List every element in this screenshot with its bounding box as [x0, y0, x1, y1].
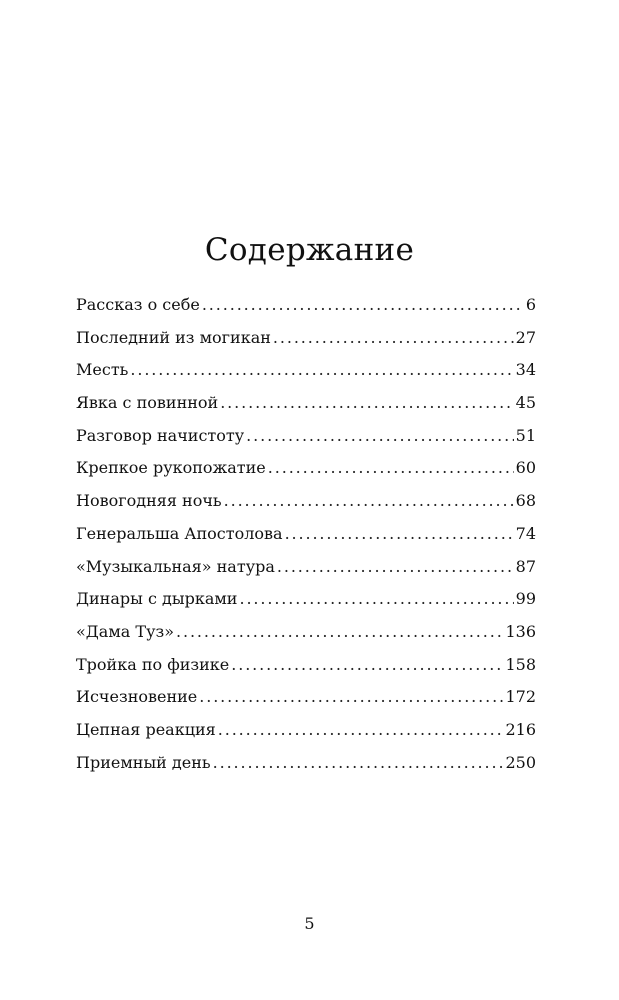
- toc-entry-page: 158: [505, 654, 536, 674]
- toc-leader-dots: [130, 354, 513, 387]
- toc-leader-dots: [218, 714, 504, 747]
- page-number: 5: [304, 914, 315, 933]
- toc-entry: [76, 289, 536, 322]
- toc-entry: [76, 322, 536, 355]
- toc-entry-title: Новогодняя ночь: [76, 491, 222, 511]
- toc-entry-page: 45: [515, 393, 536, 413]
- toc-entry-page: 74: [515, 523, 536, 543]
- toc-entry-title: Месть: [76, 360, 129, 380]
- toc-entry-title: Рассказ о себе: [76, 295, 200, 314]
- toc-leader-dots: [199, 681, 503, 714]
- toc-entry-title: Цепная реакция: [76, 719, 216, 739]
- toc-entry-title: Генеральша Апостолова: [76, 523, 283, 543]
- toc-entry-title: Динары с дырками: [76, 589, 238, 609]
- toc-entry: [76, 551, 536, 584]
- toc-leader-dots: [176, 616, 503, 649]
- toc-entry-title: Последний из могикан: [76, 327, 271, 347]
- toc-entry: [76, 681, 536, 714]
- toc-entry: [76, 583, 536, 616]
- toc-entry: [76, 714, 536, 747]
- toc-entry-page: 6: [525, 295, 536, 314]
- table-of-contents: [76, 289, 536, 779]
- toc-entry-page: 68: [515, 491, 536, 511]
- toc-leader-dots: [224, 485, 514, 518]
- toc-entry: [76, 747, 536, 780]
- toc-entry-title: Тройка по физике: [76, 654, 230, 674]
- toc-entry-title: Крепкое рукопожатие: [76, 458, 266, 478]
- toc-entry-page: 99: [515, 589, 536, 609]
- toc-entry: [76, 616, 536, 649]
- toc-entry-page: 51: [515, 425, 536, 445]
- toc-entry-page: 87: [515, 556, 536, 576]
- toc-entry: [76, 649, 536, 682]
- page-title: Содержание: [204, 232, 415, 268]
- toc-entry-page: 34: [515, 360, 536, 380]
- toc-leader-dots: [285, 518, 514, 551]
- toc-entry-page: 136: [505, 621, 536, 641]
- toc-entry-title: «Музыкальная» натура: [76, 556, 275, 576]
- toc-entry-page: 27: [515, 327, 536, 347]
- toc-entry: [76, 420, 536, 453]
- toc-entry-title: Исчезновение: [76, 687, 198, 707]
- toc-leader-dots: [220, 387, 513, 420]
- toc-leader-dots: [202, 289, 524, 322]
- toc-entry-page: 250: [505, 752, 536, 772]
- toc-entry: [76, 387, 536, 420]
- toc-leader-dots: [213, 747, 504, 780]
- toc-leader-dots: [273, 322, 514, 355]
- toc-entry-page: 60: [515, 458, 536, 478]
- toc-leader-dots: [277, 551, 514, 584]
- toc-entry-page: 216: [505, 719, 536, 739]
- toc-entry-title: Явка с повинной: [76, 393, 219, 413]
- toc-entry-page: 172: [505, 687, 536, 707]
- toc-leader-dots: [246, 420, 513, 453]
- toc-leader-dots: [239, 583, 513, 616]
- toc-leader-dots: [268, 452, 514, 485]
- toc-entry-title: Разговор начистоту: [76, 425, 245, 445]
- toc-entry: [76, 452, 536, 485]
- toc-entry: [76, 485, 536, 518]
- toc-leader-dots: [231, 649, 503, 682]
- toc-entry-title: Приемный день: [76, 752, 211, 772]
- toc-entry: [76, 354, 536, 387]
- toc-entry: [76, 518, 536, 551]
- toc-entry-title: «Дама Туз»: [76, 621, 175, 641]
